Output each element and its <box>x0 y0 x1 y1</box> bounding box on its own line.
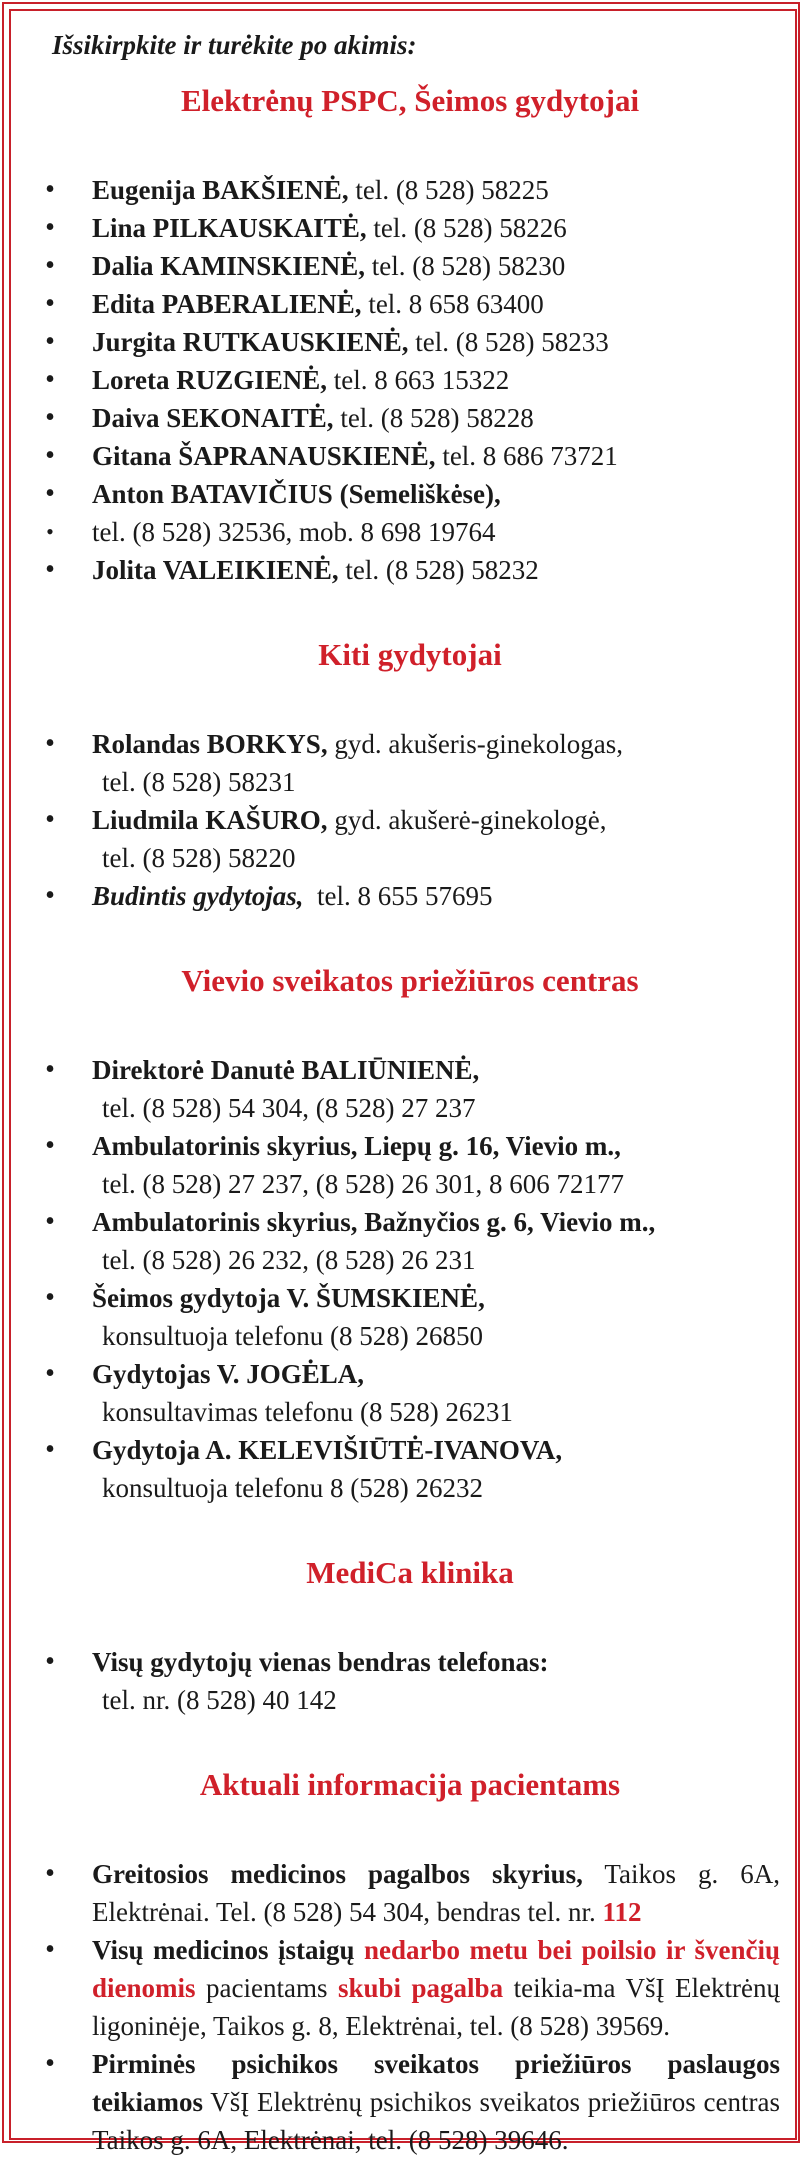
bullet-icon: • <box>45 402 55 433</box>
info-text: pacientams <box>195 1973 338 2003</box>
bullet-icon: • <box>45 364 55 395</box>
bullet-icon: • <box>45 288 55 319</box>
info-text: Taikos g. 6A, Elektrėnai. Tel. (8 528) 54 304, bendras tel. nr. <box>92 1859 780 1927</box>
info-bold: Pirminės psichikos sveikatos priežiūros paslaugos teikiamos <box>92 2049 780 2117</box>
vievis-list <box>40 1051 780 1507</box>
list-item <box>40 1431 780 1507</box>
doctor-name: Dalia KAMINSKIENĖ, <box>92 251 366 281</box>
list-item <box>40 1279 780 1355</box>
doctor-name: Daiva SEKONAITĖ, <box>92 403 334 433</box>
doctor-phone: tel. (8 528) 58231 <box>102 767 296 797</box>
doctor-name: Liudmila KAŠURO, <box>92 805 328 835</box>
doctor-name: Lina PILKAUSKAITĖ, <box>92 213 367 243</box>
bullet-icon: • <box>45 440 55 471</box>
list-item <box>40 437 780 475</box>
bullet-icon: • <box>45 1054 55 1085</box>
doctor-phone: tel. (8 528) 58230 <box>371 251 566 281</box>
list-item <box>40 801 780 877</box>
info-text: VšĮ Elektrėnų psichikos sveikatos priežiūros centras Taikos g. 6A, Elektrėnai, tel. (8 528) 39646. <box>92 2087 780 2155</box>
entry-phone: konsultuoja telefonu (8 528) 26850 <box>102 1321 483 1351</box>
info-bold: Greitosios medicinos pagalbos skyrius, <box>92 1859 583 1889</box>
patient-info-list <box>40 1855 780 2159</box>
entry-title: Direktorė Danutė BALIŪNIENĖ, <box>92 1055 480 1085</box>
doctor-phone: tel. (8 528) 58225 <box>355 175 549 205</box>
list-item <box>40 1931 780 2045</box>
doctor-name: Jolita VALEIKIENĖ, <box>92 555 339 585</box>
bullet-icon: • <box>45 1206 55 1237</box>
list-item <box>40 285 780 323</box>
doctor-phone: tel. (8 528) 58226 <box>373 213 567 243</box>
entry-title: Šeimos gydytoja V. ŠUMSKIENĖ, <box>92 1283 485 1313</box>
list-item <box>40 399 780 437</box>
doctor-phone: tel. 8 655 57695 <box>317 881 493 911</box>
list-item <box>40 877 780 915</box>
list-item <box>40 1855 780 1931</box>
entry-title: Gydytojas V. JOGĖLA, <box>92 1359 365 1389</box>
list-item <box>40 323 780 361</box>
doctor-phone: tel. (8 528) 58228 <box>340 403 534 433</box>
doctor-role: gyd. akušeris-ginekologas, <box>334 729 624 759</box>
doctor-role: gyd. akušerė-ginekologė, <box>334 805 607 835</box>
entry-title: Visų gydytojų vienas bendras telefonas: <box>92 1647 549 1677</box>
list-item <box>40 475 780 513</box>
entry-title: Ambulatorinis skyrius, Bažnyčios g. 6, Vievio m., <box>92 1207 656 1237</box>
list-item <box>40 1203 780 1279</box>
bullet-icon: • <box>45 250 55 281</box>
entry-phone: tel. (8 528) 54 304, (8 528) 27 237 <box>102 1093 476 1123</box>
medica-list <box>40 1643 780 1719</box>
entry-phone: tel. (8 528) 27 237, (8 528) 26 301, 8 606 72177 <box>102 1169 624 1199</box>
doctor-name: Eugenija BAKŠIENĖ, <box>92 175 349 205</box>
bullet-icon: • <box>45 804 55 835</box>
family-doctors-list <box>40 171 780 589</box>
doctor-phone: tel. (8 528) 58232 <box>345 555 539 585</box>
info-text: teikia-ma VšĮ Elektrėnų ligoninėje, Taikos g. 8, Elektrėnai, tel. (8 528) 39569. <box>92 1973 780 2041</box>
bullet-icon: • <box>45 1434 55 1465</box>
entry-phone: tel. nr. (8 528) 40 142 <box>102 1685 337 1715</box>
doctor-name: Rolandas BORKYS, <box>92 729 328 759</box>
bullet-icon: • <box>45 1130 55 1161</box>
bullet-icon: • <box>45 1934 55 1965</box>
list-item <box>40 2045 780 2159</box>
list-item <box>40 1355 780 1431</box>
list-item <box>40 209 780 247</box>
contact-sheet <box>40 30 780 2159</box>
list-item <box>40 361 780 399</box>
emergency-number: 112 <box>602 1897 642 1927</box>
doctor-name: Budintis gydytojas, <box>92 881 304 911</box>
entry-phone: tel. (8 528) 26 232, (8 528) 26 231 <box>102 1245 476 1275</box>
section-title-medica: MediCa klinika <box>306 1555 514 1590</box>
doctor-phone: tel. (8 528) 58233 <box>415 327 609 357</box>
doctor-phone: tel. (8 528) 32536, mob. 8 698 19764 <box>92 517 496 547</box>
list-item <box>40 513 780 551</box>
list-item <box>40 1643 780 1719</box>
entry-title: Ambulatorinis skyrius, Liepų g. 16, Vievio m., <box>92 1131 621 1161</box>
doctor-phone: tel. (8 528) 58220 <box>102 843 296 873</box>
bullet-icon: • <box>45 1358 55 1389</box>
bullet-icon: • <box>45 554 55 585</box>
info-bold: Visų medicinos įstaigų <box>92 1935 355 1965</box>
list-item <box>40 551 780 589</box>
bullet-icon: • <box>45 1282 55 1313</box>
info-highlight: skubi pagalba <box>337 1973 504 2003</box>
section-title-vievis: Vievio sveikatos priežiūros centras <box>181 963 639 998</box>
doctor-phone: tel. 8 686 73721 <box>442 441 618 471</box>
doctor-name: Loreta RUZGIENĖ, <box>92 365 328 395</box>
entry-title: Gydytoja A. KELEVIŠIŪTĖ-IVANOVA, <box>92 1435 563 1465</box>
doctor-phone: tel. 8 658 63400 <box>368 289 544 319</box>
bullet-icon: • <box>45 174 55 205</box>
list-item <box>40 171 780 209</box>
cutout-note: Išsikirpkite ir turėkite po akimis: <box>52 30 417 60</box>
other-doctors-list <box>40 725 780 915</box>
bullet-icon: • <box>45 212 55 243</box>
doctor-name: Jurgita RUTKAUSKIENĖ, <box>92 327 409 357</box>
list-item <box>40 247 780 285</box>
bullet-icon: • <box>45 1646 55 1677</box>
info-highlight: nedarbo metu bei poilsio ir švenčių dienomis <box>92 1935 780 2003</box>
entry-phone: konsultuoja telefonu 8 (528) 26232 <box>102 1473 483 1503</box>
section-title-other-doctors: Kiti gydytojai <box>318 637 502 672</box>
list-item <box>40 725 780 801</box>
bullet-icon: • <box>46 519 54 544</box>
doctor-phone: tel. 8 663 15322 <box>333 365 510 395</box>
list-item <box>40 1051 780 1127</box>
section-title-pspc: Elektrėnų PSPC, Šeimos gydytojai <box>180 83 640 118</box>
bullet-icon: • <box>45 728 55 759</box>
bullet-icon: • <box>45 478 55 509</box>
doctor-name: Edita PABERALIENĖ, <box>92 289 362 319</box>
bullet-icon: • <box>45 880 55 911</box>
doctor-name: Anton BATAVIČIUS (Semeliškėse), <box>92 479 501 509</box>
list-item <box>40 1127 780 1203</box>
bullet-icon: • <box>45 326 55 357</box>
section-title-patient-info: Aktuali informacija pacientams <box>199 1767 621 1802</box>
bullet-icon: • <box>45 1858 55 1889</box>
doctor-name: Gitana ŠAPRANAUSKIENĖ, <box>92 441 436 471</box>
entry-phone: konsultavimas telefonu (8 528) 26231 <box>102 1397 513 1427</box>
bullet-icon: • <box>45 2048 55 2079</box>
